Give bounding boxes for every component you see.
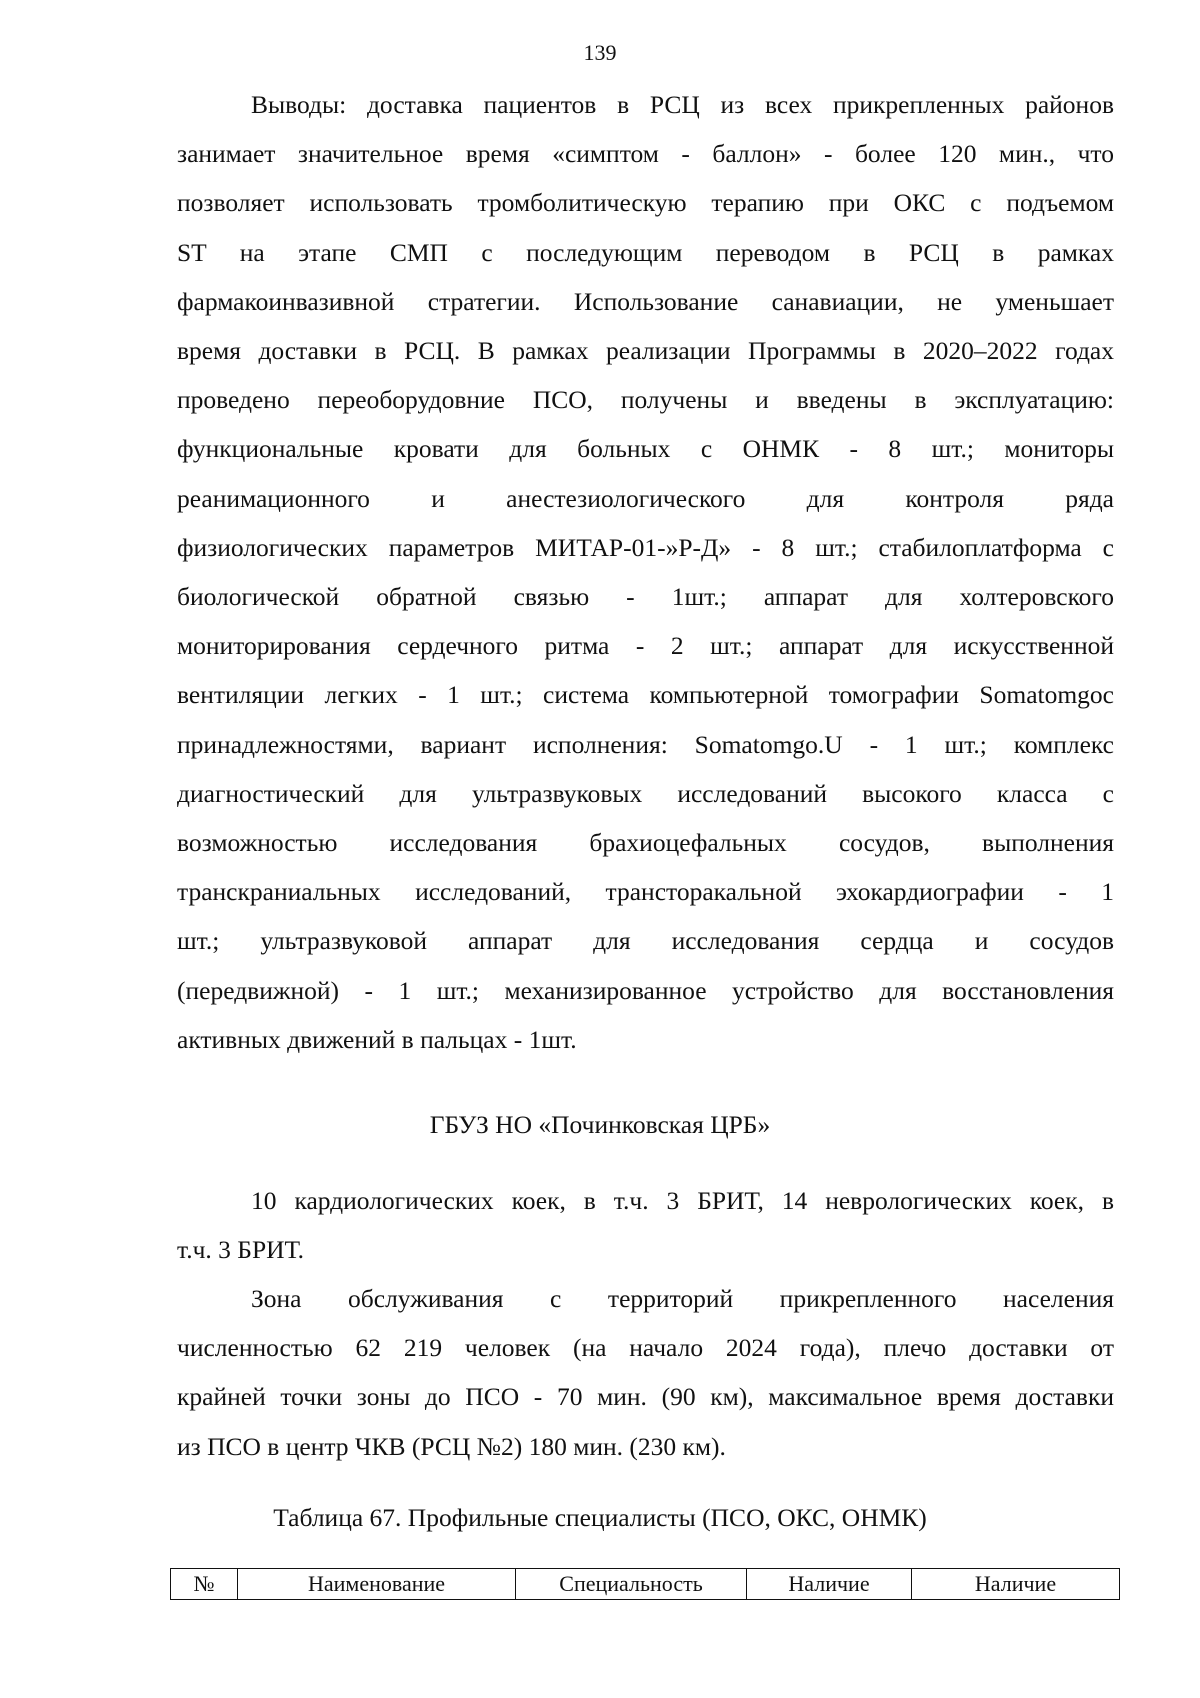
text-line: шт.; ультразвуковой аппарат для исследования сердца и сосудов [177, 926, 1114, 956]
text-line: вентиляции легких - 1 шт.; система компьютерной томографии Somatomgoc [177, 680, 1114, 710]
text-line: крайней точки зоны до ПСО - 70 мин. (90 км), максимальное время доставки [177, 1382, 1114, 1412]
conclusions-paragraph [177, 80, 1114, 1064]
text-line: транскраниальных исследований, трансторакальной эхокардиографии - 1 [177, 877, 1114, 907]
zone-paragraph [177, 1274, 1114, 1471]
text-line: принадлежностями, вариант исполнения: Somatomgo.U - 1 шт.; комплекс [177, 729, 1114, 759]
text-line: диагностический для ультразвуковых исследований высокого класса с [177, 778, 1114, 808]
section-title: ГБУЗ НО «Починковская ЦРБ» [429, 1110, 771, 1139]
table-caption: Таблица 67. Профильные специалисты (ПСО, ОКС, ОНМК) [273, 1503, 927, 1532]
beds-paragraph [177, 1176, 1114, 1274]
specialists-table [170, 1568, 1120, 1600]
column-header-specialty: Специальность [516, 1569, 747, 1600]
text-line: время доставки в РСЦ. В рамках реализации Программы в 2020–2022 годах [177, 336, 1114, 366]
text-line: фармакоинвазивной стратегии. Использование санавиации, не уменьшает [177, 286, 1114, 316]
text-line: возможностью исследования брахиоцефальных сосудов, выполнения [177, 828, 1114, 858]
column-header-availability-2: Наличие [912, 1569, 1120, 1600]
text-line: Выводы: доставка пациентов в РСЦ из всех прикрепленных районов [251, 90, 1114, 119]
column-header-name: Наименование [238, 1569, 516, 1600]
text-line: Зона обслуживания с территорий прикрепленного населения [251, 1284, 1114, 1313]
text-line: реанимационного и анестезиологического для контроля ряда [177, 483, 1114, 513]
column-header-number: № [171, 1569, 238, 1600]
text-line: из ПСО в центр ЧКВ (РСЦ №2) 180 мин. (230 км). [177, 1431, 726, 1461]
text-line: мониторирования сердечного ритма - 2 шт.; аппарат для искусственной [177, 631, 1114, 661]
page-number: 139 [583, 40, 617, 65]
table-header-row [171, 1569, 1120, 1600]
text-line: биологической обратной связью - 1шт.; аппарат для холтеровского [177, 582, 1114, 612]
text-line: занимает значительное время «симптом - баллон» - более 120 мин., что [177, 139, 1114, 169]
text-line: физиологических параметров МИТАР-01-»Р-Д» - 8 шт.; стабилоплатформа с [177, 532, 1114, 562]
text-line: функциональные кровати для больных с ОНМК - 8 шт.; мониторы [177, 434, 1114, 464]
text-line: т.ч. 3 БРИТ. [177, 1235, 304, 1265]
text-line: численностью 62 219 человек (на начало 2024 года), плечо доставки от [177, 1333, 1114, 1363]
text-line: (передвижной) - 1 шт.; механизированное устройство для восстановления [177, 975, 1114, 1005]
text-line: активных движений в пальцах - 1шт. [177, 1024, 577, 1054]
text-line: 10 кардиологических коек, в т.ч. 3 БРИТ, 14 неврологических коек, в [251, 1186, 1114, 1215]
text-line: позволяет использовать тромболитическую терапию при ОКС с подъемом [177, 188, 1114, 218]
text-line: проведено переоборудовние ПСО, получены и введены в эксплуатацию: [177, 385, 1114, 415]
text-line: ST на этапе СМП с последующим переводом в РСЦ в рамках [177, 237, 1114, 267]
column-header-availability: Наличие [747, 1569, 912, 1600]
